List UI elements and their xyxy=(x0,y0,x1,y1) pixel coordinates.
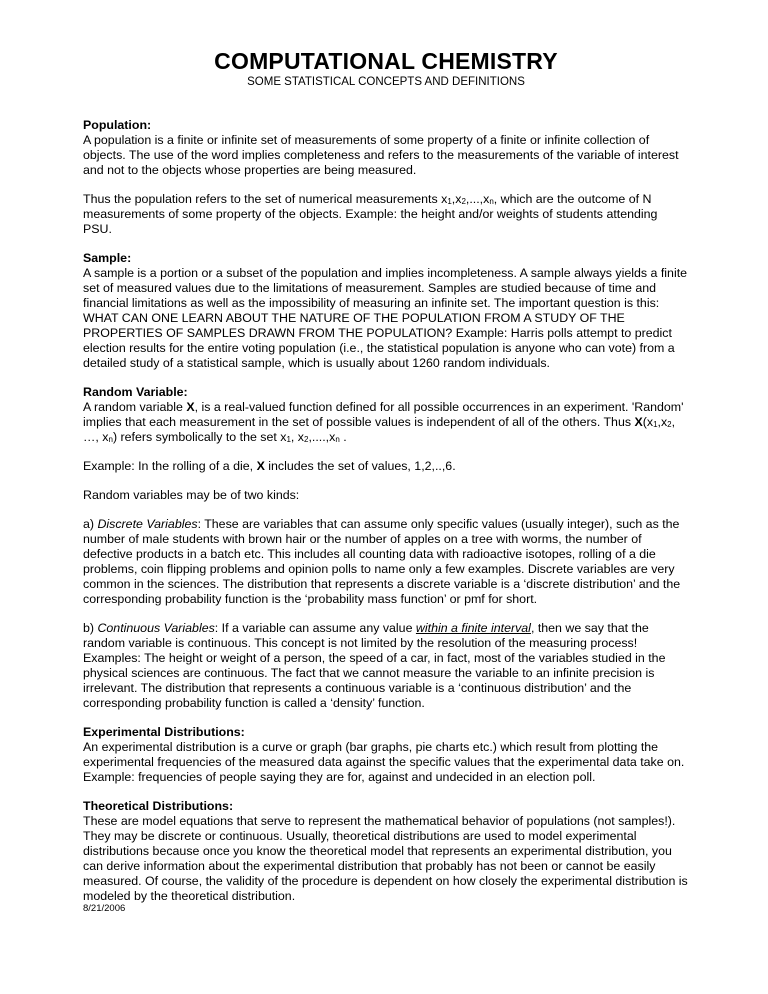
section-random-variable xyxy=(83,385,689,711)
section-sample xyxy=(83,251,689,371)
document-page xyxy=(83,48,689,904)
experimental-paragraph: An experimental distribution is a curve or graph (bar graphs, pie charts etc.) which result from plotting the experimental frequencies of the measured data against the specific values that the experimental data take on. Example: frequencies of people saying they are for, against and undecided in an election poll. xyxy=(83,740,685,784)
section-population xyxy=(83,118,689,237)
sample-heading: Sample: xyxy=(83,251,132,265)
population-paragraph-1: A population is a finite or infinite set of measurements of some property of a finite or infinite collection of objects. The use of the word implies completeness and refers to the measurements of the variable of interest and not to the objects whose properties are being measured. xyxy=(83,133,679,177)
population-heading: Population: xyxy=(83,118,152,132)
section-theoretical-distributions xyxy=(83,799,689,904)
population-paragraph-2: Thus the population refers to the set of numerical measurements $x_1,x_2,...,x_n$, which are the outcome of N measurements of some property of the objects. Example: the height and/or weights of students attending PSU. xyxy=(83,192,658,236)
continuous-variables-paragraph: b) Continuous Variables: If a variable can assume any value within a finite interval, then we say that the random variable is continuous. This concept is not limited by the resolution of the measuring process! Examples: The height or weight of a person, the speed of a car, in fact, most of the variables studied in the physical sciences are continuous. The fact that we cannot measure the variable to an infinite precision is irrelevant. The distribution that represents a continuous variable is a ‘continuous distribution’ and the corresponding probability function is called a ‘density’ function. xyxy=(83,621,666,710)
experimental-heading: Experimental Distributions: xyxy=(83,725,245,739)
theoretical-paragraph: These are model equations that serve to represent the mathematical behavior of populations (not samples!). They may be discrete or continuous. Usually, theoretical distributions are used to model experimental distributions because once you know the theoretical model that represents an experimental distribution, you can derive information about the experimental distribution that probably has not been or cannot be easily measured. Of course, the validity of the procedure is dependent on how closely the experimental distribution is modeled by the theoretical distribution. xyxy=(83,814,688,903)
page-subtitle: SOME STATISTICAL CONCEPTS AND DEFINITIONS xyxy=(247,76,525,88)
random-variable-definition: A random variable X, is a real-valued function defined for all possible occurrences in an experiment. 'Random' implies that each measurement in the set of possible values is independent of all of the others. Thus $X(x_1,x_2$, …, $x_n$) refers symbolically to the set $x_1$, $x_2,....,x_n$ . xyxy=(83,400,684,444)
random-variable-kinds: Random variables may be of two kinds: xyxy=(83,488,300,502)
page-title: COMPUTATIONAL CHEMISTRY xyxy=(214,48,558,74)
theoretical-heading: Theoretical Distributions: xyxy=(83,799,234,813)
section-experimental-distributions xyxy=(83,725,689,785)
random-variable-heading: Random Variable: xyxy=(83,385,188,399)
footer-date: 8/21/2006 xyxy=(83,903,126,914)
random-variable-example: Example: In the rolling of a die, X includes the set of values, 1,2,..,6. xyxy=(83,459,456,473)
sample-paragraph: A sample is a portion or a subset of the population and implies incompleteness. A sample always yields a finite set of measured values due to the limitations of measurement. Samples are studied because of time and financial limitations as well as the impossibility of measuring an infinite set. The important question is this: WHAT CAN ONE LEARN ABOUT THE NATURE OF THE POPULATION FROM A STUDY OF THE PROPERTIES OF SAMPLES DRAWN FROM THE POPULATION? Example: Harris polls attempt to predict election results for the entire voting population (i.e., the statistical population is anyone who can vote) from a detailed study of a statistical sample, which is usually about 1260 random individuals. xyxy=(83,266,688,370)
discrete-variables-paragraph: a) Discrete Variables: These are variables that can assume only specific values (usually integer), such as the number of male students with brown hair or the number of apples on a tree with worms, the number of defective products in a batch etc. This includes all counting data with radioactive isotopes, rolling of a die problems, coin flipping problems and opinion polls to name only a few examples. Discrete variables are very common in the sciences. The distribution that represents a discrete variable is a ‘discrete distribution’ and the corresponding probability function is the ‘probability mass function’ or pmf for short. xyxy=(83,517,681,606)
